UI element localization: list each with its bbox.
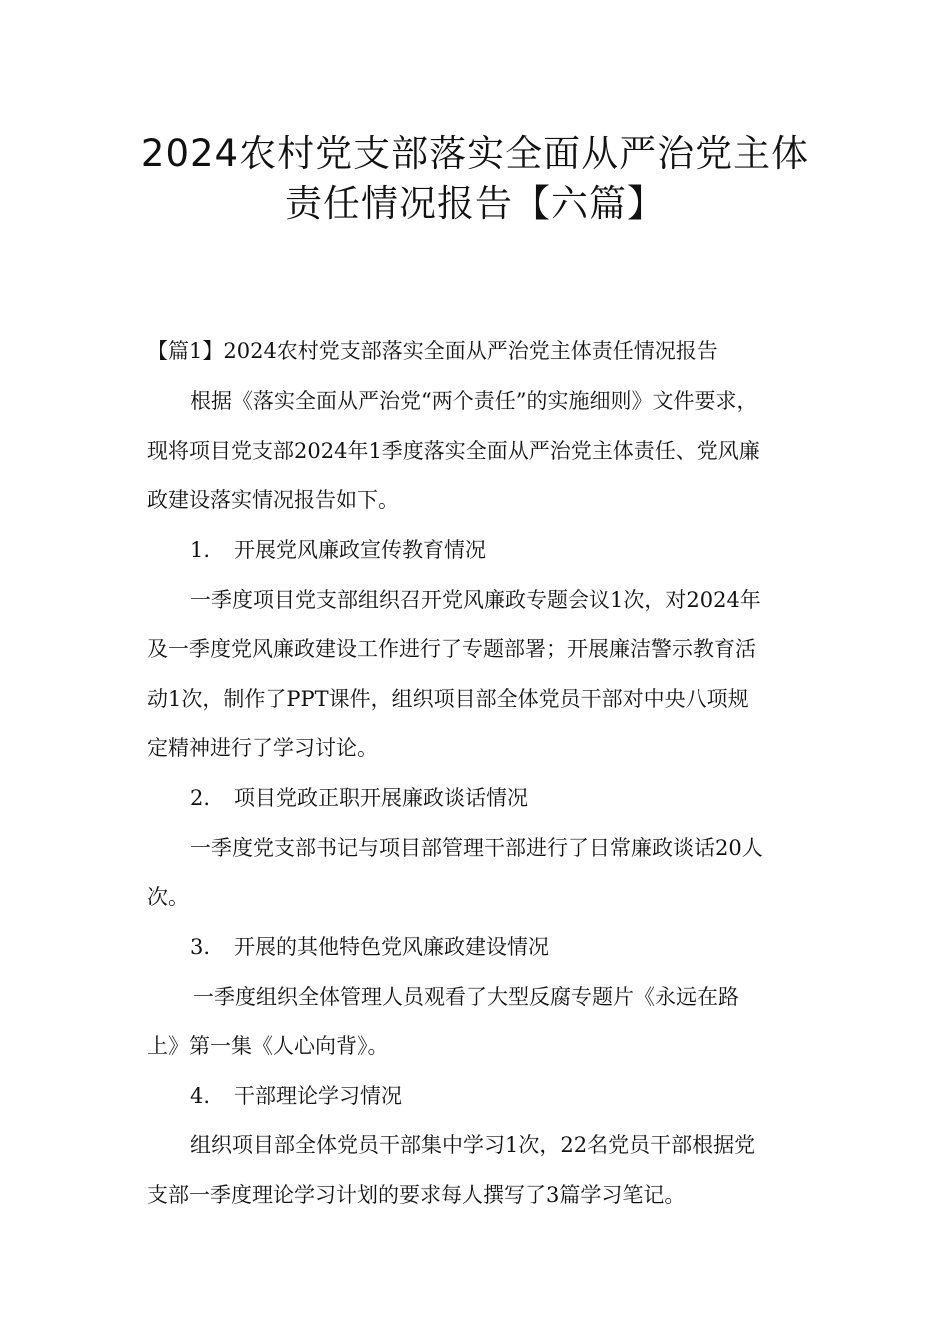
- section-heading: 【篇1】2024农村党支部落实全面从严治党主体责任情况报告: [147, 339, 718, 363]
- item-4-line-1: 组织项目部全体党员干部集中学习1次，22名党员干部根据党: [190, 1133, 756, 1157]
- item-3-line-1: 一季度组织全体管理人员观看了大型反腐专题片《永远在路: [193, 985, 739, 1009]
- item-2-heading: [190, 783, 528, 813]
- item-4-heading: [190, 1081, 402, 1111]
- item-4-heading-text: 干部理论学习情况: [234, 1084, 402, 1108]
- item-1-line-4: 定精神进行了学习讨论。: [147, 736, 378, 760]
- item-1-heading: [190, 535, 486, 565]
- item-3-heading-text: 开展的其他特色党风廉政建设情况: [234, 935, 549, 959]
- document-title-line-2: 责任情况报告【六篇】: [285, 182, 665, 225]
- intro-line-3: 政建设落实情况报告如下。: [147, 488, 399, 512]
- item-1-number: 1.: [190, 538, 211, 562]
- item-1-line-3: 动1次，制作了PPT课件，组织项目部全体党员干部对中央八项规: [147, 687, 749, 711]
- item-1-heading-text: 开展党风廉政宣传教育情况: [234, 538, 486, 562]
- document-title-line-1: 2024农村党支部落实全面从严治党主体: [140, 132, 810, 175]
- item-1-line-1: 一季度项目党支部组织召开党风廉政专题会议1次，对2024年: [190, 588, 761, 612]
- item-4-number: 4.: [190, 1084, 211, 1108]
- item-1-line-2: 及一季度党风廉政建设工作进行了专题部署；开展廉洁警示教育活: [147, 637, 756, 661]
- item-2-line-2: 次。: [147, 885, 189, 909]
- item-2-line-1: 一季度党支部书记与项目部管理干部进行了日常廉政谈话20人: [190, 836, 763, 860]
- item-3-line-2: 上》第一集《人心向背》。: [147, 1034, 389, 1058]
- item-2-heading-text: 项目党政正职开展廉政谈话情况: [234, 786, 528, 810]
- item-3-heading: [190, 932, 549, 962]
- intro-line-2: 现将项目党支部2024年1季度落实全面从严治党主体责任、党风廉: [147, 439, 760, 463]
- intro-line-1: 根据《落实全面从严治党“两个责任”的实施细则》文件要求，: [190, 389, 758, 413]
- item-3-number: 3.: [190, 935, 211, 959]
- item-2-number: 2.: [190, 786, 211, 810]
- item-4-line-2: 支部一季度理论学习计划的要求每人撰写了3篇学习笔记。: [147, 1183, 686, 1207]
